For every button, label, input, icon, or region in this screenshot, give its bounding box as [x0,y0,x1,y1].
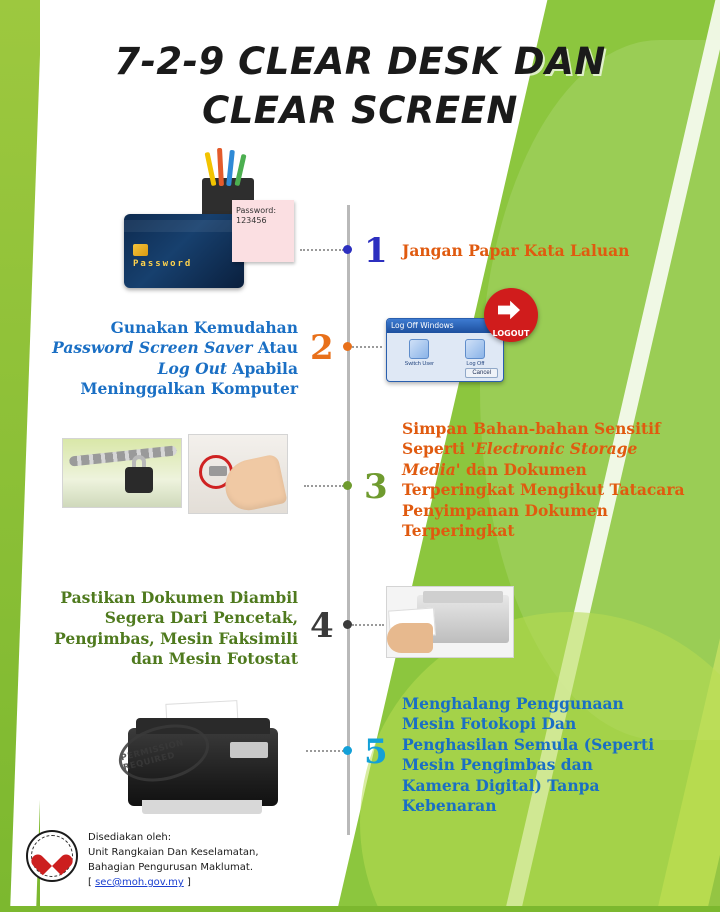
item-3-dot [343,481,352,490]
bg-bottom-band [0,906,720,912]
item-4-connector [352,624,384,626]
item-2-line-1: Gunakan Kemudahan [110,318,298,337]
padlock-chain-photo [62,438,182,508]
padlock-body-icon [125,467,153,493]
item-1-image [124,178,314,298]
item-2-text [20,318,298,400]
item-2-image [386,310,546,390]
item-4-image [386,586,526,666]
item-4-dot [343,620,352,629]
footer-prepared-by: Disediakan oleh: [88,832,172,843]
title-line-1: 7-2-9 CLEAR DESK DAN [114,40,606,83]
card-password-text: Password [133,259,193,269]
item-3-line-3: Media' dan Dokumen [402,459,587,479]
item-2-connector [352,346,382,348]
dialog-option-switch-user: Switch User [405,339,434,367]
item-3-line-1: Simpan Bahan-bahan Sensitif [402,419,661,438]
footer-text [88,830,259,890]
item-1-number: 1 [364,231,388,271]
item-4-text [20,588,298,670]
item-1-dot [343,245,352,254]
printer-control-panel [230,742,268,758]
item-3-number: 3 [364,467,388,507]
poster-title [0,38,720,136]
item-2-line-4: Meninggalkan Komputer [80,379,298,399]
title-line-2: CLEAR SCREEN [202,88,518,132]
timeline-vertical-line [347,205,350,835]
kementerian-kesihatan-malaysia-logo [26,830,78,882]
dialog-cancel-button: Cancel [465,368,498,378]
item-3-line-6: Terperingkat [402,521,515,541]
dialog-title-bar: Log Off Windows [387,319,503,333]
switch-user-icon [409,339,429,359]
item-3-line-4: Terperingkat Mengikut Tatacara [402,480,685,500]
scanner-photo [386,586,514,658]
credit-card-graphic [124,214,244,288]
item-1-text [402,241,702,261]
item-5-line-1: Menghalang Penggunaan [402,694,624,713]
logout-badge-icon [484,288,538,342]
logout-badge-label: LOGOUT [492,329,530,338]
item-3-line-5: Penyimpanan Dokumen [402,500,608,520]
item-5-line-6: Kebenaran [402,796,497,816]
sticky-note-graphic: Password: 123456 [232,200,294,262]
item-4-line-1: Pastikan Dokumen Diambil [60,588,298,607]
logout-arrow-icon [498,299,520,321]
footer-email-link[interactable]: sec@moh.gov.my [95,877,184,888]
item-5-number: 5 [364,732,388,772]
printer-paper-tray [142,800,262,814]
item-3-connector [304,485,344,487]
item-5-line-3: Penghasilan Semula (Seperti [402,734,655,754]
footer-division: Bahagian Pengurusan Maklumat. [88,862,254,873]
hand-graphic [387,623,433,653]
item-5-connector [306,750,344,752]
footer-unit: Unit Rangkaian Dan Keselamatan, [88,847,259,858]
item-4-line-4: dan Mesin Fotostat [131,649,298,669]
item-4-line-2: Segera Dari Pencetak, [104,608,298,628]
item-5-text [402,694,702,817]
item-5-line-5: Kamera Digital) Tanpa [402,775,600,795]
footer [26,830,259,890]
card-magnetic-stripe [124,220,244,232]
item-3-image [62,434,302,524]
card-chip-icon [133,244,148,256]
item-3-text [402,419,702,542]
item-1-line-1: Jangan Papar Kata Laluan [402,241,630,260]
item-2-dot [343,342,352,351]
item-4-line-3: Pengimbas, Mesin Faksimili [54,628,298,648]
item-4-number: 4 [310,606,334,646]
usb-hand-photo [188,434,288,514]
log-off-icon [465,339,485,359]
item-2-line-2: Password Screen Saver Atau [52,338,298,358]
item-2-line-3: Log Out Apabila [157,358,298,378]
scanner-lid [423,591,503,603]
permission-required-stamp: PERMISSION REQUIRED [113,716,215,791]
item-5-image [110,700,310,820]
footer-email-line: [ sec@moh.gov.my ] [88,877,191,888]
item-5-line-4: Mesin Pengimbas dan [402,755,593,775]
dialog-option-log-off: Log Off [465,339,485,367]
item-3-line-2: Seperti 'Electronic Storage [402,439,638,459]
item-5-line-2: Mesin Fotokopi Dan [402,714,577,734]
dialog-body [387,333,503,369]
heart-icon [39,844,65,868]
item-2-number: 2 [310,328,334,368]
item-5-dot [343,746,352,755]
chain-graphic [69,445,177,466]
